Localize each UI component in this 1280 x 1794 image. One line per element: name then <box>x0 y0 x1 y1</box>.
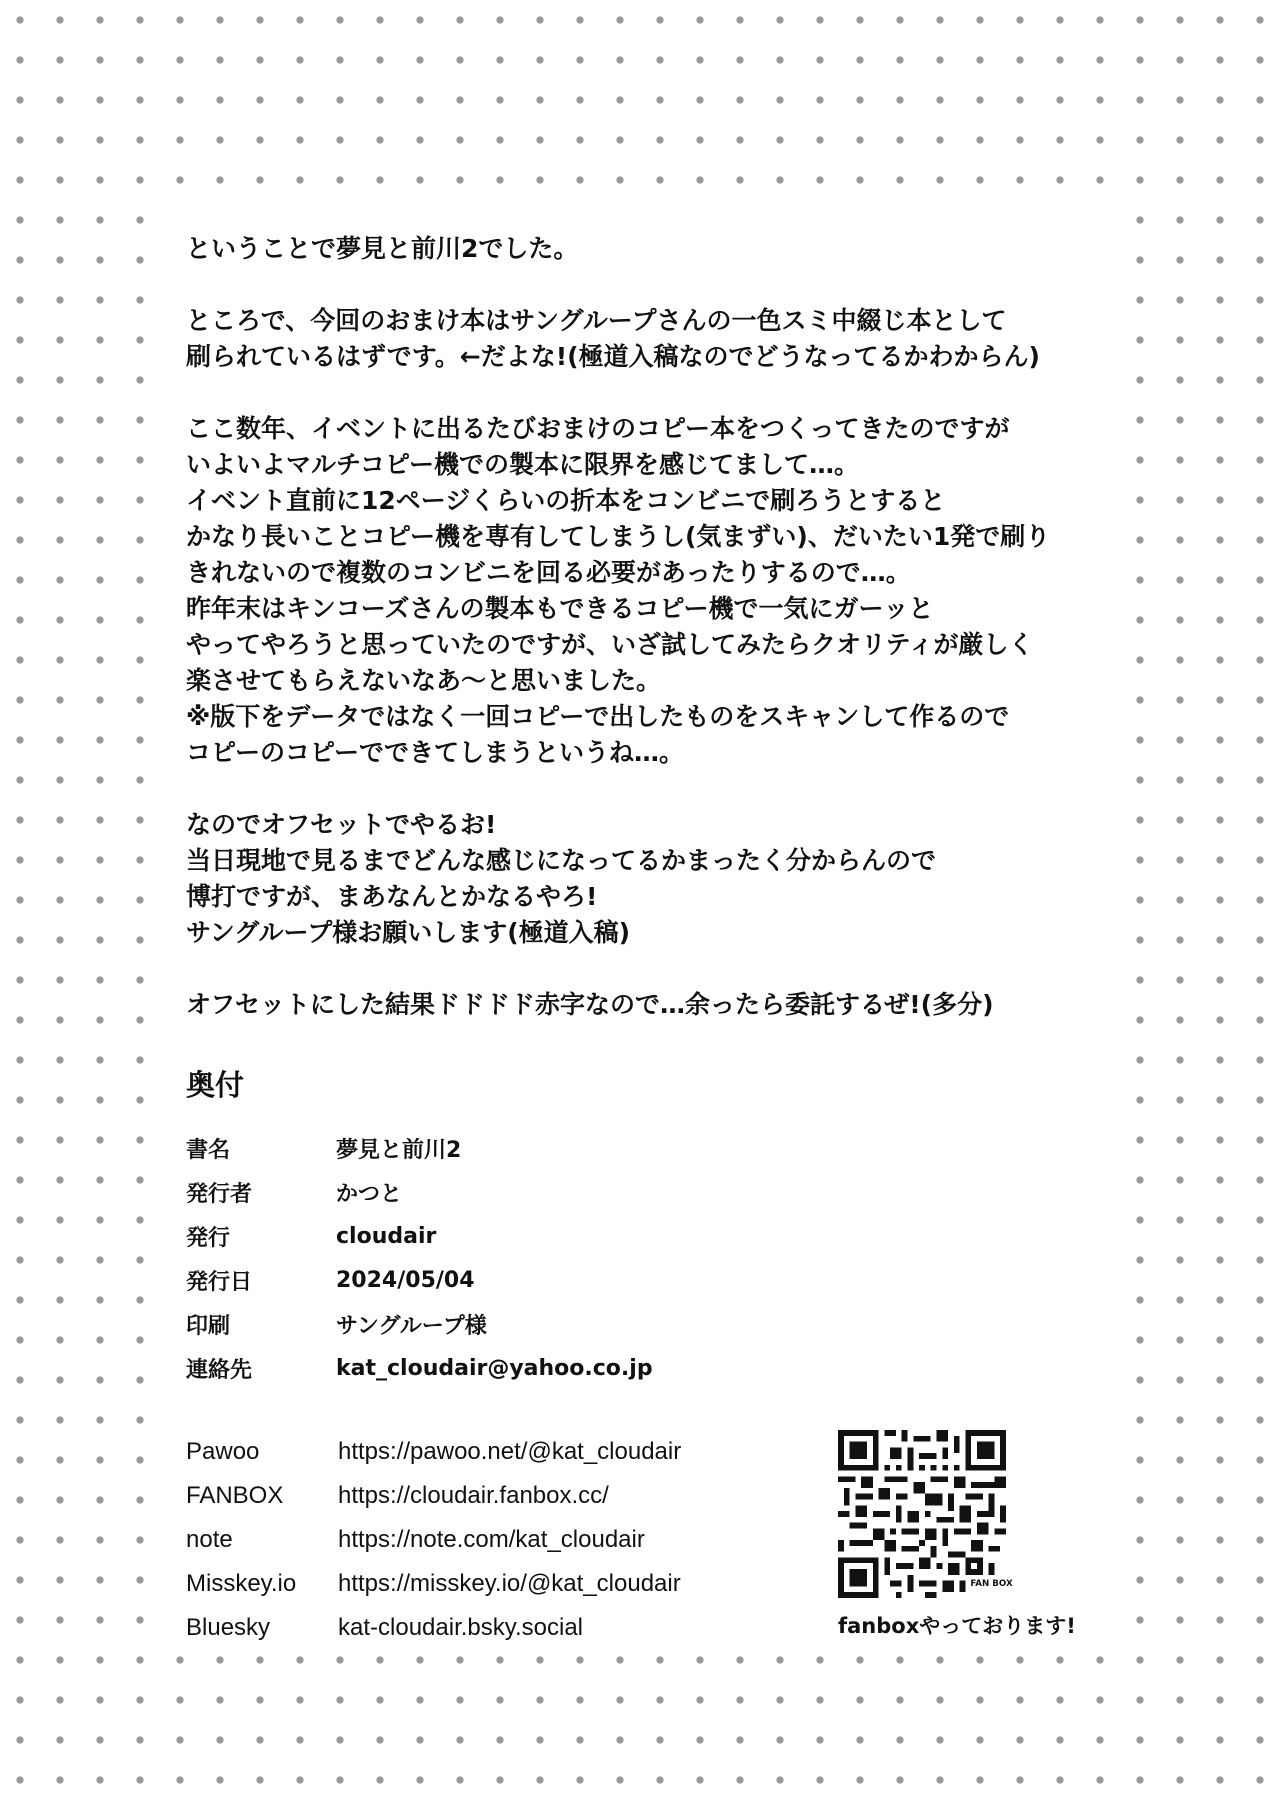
link-service-name: Bluesky <box>186 1614 271 1641</box>
afterword-paragraph: ここ数年、イベントに出るたびおまけのコピー本をつくってきたのですが いよいよマルチコピー機での製本に限界を感じてまして…。 イベント直前に12ページくらいの折本をコンビニで刷ろうとすると かなり長いことコピー機を専有してしまうし(気まずい)、だいたい1発で刷り きれないので複数のコンビニを回る必要があったりするので…。 昨年末はキンコーズさんの製本もできるコピー機で一気にガーッと やってやろうと思っていたのですが、いざ試してみたらクオリティが厳しく 楽させてもらえないなあ～と思いました。 ※版下をデータではなく一回コピーで出したものをスキャンして作るので コピーのコピーでできてしまうというね…。 <box>186 414 1051 767</box>
colophon-key: 発行 <box>186 1225 231 1251</box>
qr-block <box>838 1430 1076 1640</box>
afterword-paragraph: ということで夢見と前川2でした。 <box>186 234 579 263</box>
link-row <box>186 1518 681 1562</box>
colophon-key: 書名 <box>186 1137 231 1163</box>
link-row <box>186 1562 681 1606</box>
colophon-value: サングループ様 <box>336 1313 487 1339</box>
link-url: https://misskey.io/@kat_cloudair <box>338 1570 681 1597</box>
colophon-row <box>186 1258 653 1302</box>
link-url: https://pawoo.net/@kat_cloudair <box>338 1438 682 1465</box>
link-service-name: note <box>186 1526 233 1553</box>
colophon-value: かつと <box>336 1181 403 1207</box>
colophon-value: 夢見と前川2 <box>336 1137 462 1163</box>
links-section <box>186 1430 1115 1650</box>
content-panel <box>150 195 1135 1641</box>
link-row <box>186 1430 681 1474</box>
qr-caption: fanboxやっております! <box>838 1614 1076 1638</box>
link-service-name: FANBOX <box>186 1482 284 1509</box>
qr-code-icon <box>838 1430 1013 1598</box>
colophon-title: 奥付 <box>186 1068 245 1102</box>
link-service-name: Misskey.io <box>186 1570 297 1597</box>
content-inner <box>186 231 1115 1650</box>
link-service-name: Pawoo <box>186 1438 260 1465</box>
afterword-paragraph: ところで、今回のおまけ本はサングループさんの一色スミ中綴じ本として 刷られているはずです。←だよな!(極道入稿なのでどうなってるかわからん) <box>186 306 1040 371</box>
colophon-row <box>186 1170 653 1214</box>
links-table <box>186 1430 681 1650</box>
link-row <box>186 1606 681 1650</box>
contact-email: kat_cloudair@yahoo.co.jp <box>336 1355 653 1381</box>
colophon-row <box>186 1302 653 1346</box>
colophon-row <box>186 1214 653 1258</box>
colophon-key: 連絡先 <box>186 1357 253 1383</box>
colophon-row <box>186 1346 653 1390</box>
colophon-key: 発行者 <box>186 1181 253 1207</box>
colophon-key: 発行日 <box>186 1269 253 1295</box>
colophon-value: cloudair <box>336 1223 437 1249</box>
afterword-paragraph: なのでオフセットでやるお! 当日現地で見るまでどんな感じになってるかまったく分からんので 博打ですが、まあなんとかなるやろ! サングループ様お願いします(極道入稿) <box>186 810 937 947</box>
colophon-table <box>186 1126 653 1390</box>
afterword <box>186 231 1115 1023</box>
link-url: https://cloudair.fanbox.cc/ <box>338 1482 609 1509</box>
colophon-row <box>186 1126 653 1170</box>
link-row <box>186 1474 681 1518</box>
colophon-value: 2024/05/04 <box>336 1267 475 1293</box>
link-url: kat-cloudair.bsky.social <box>338 1614 583 1641</box>
colophon-key: 印刷 <box>186 1313 231 1339</box>
afterword-paragraph: オフセットにした結果ドドドド赤字なので…余ったら委託するぜ!(多分) <box>186 990 994 1019</box>
fanbox-logo-text: FAN BOX <box>970 1578 1013 1589</box>
link-url: https://note.com/kat_cloudair <box>338 1526 645 1553</box>
